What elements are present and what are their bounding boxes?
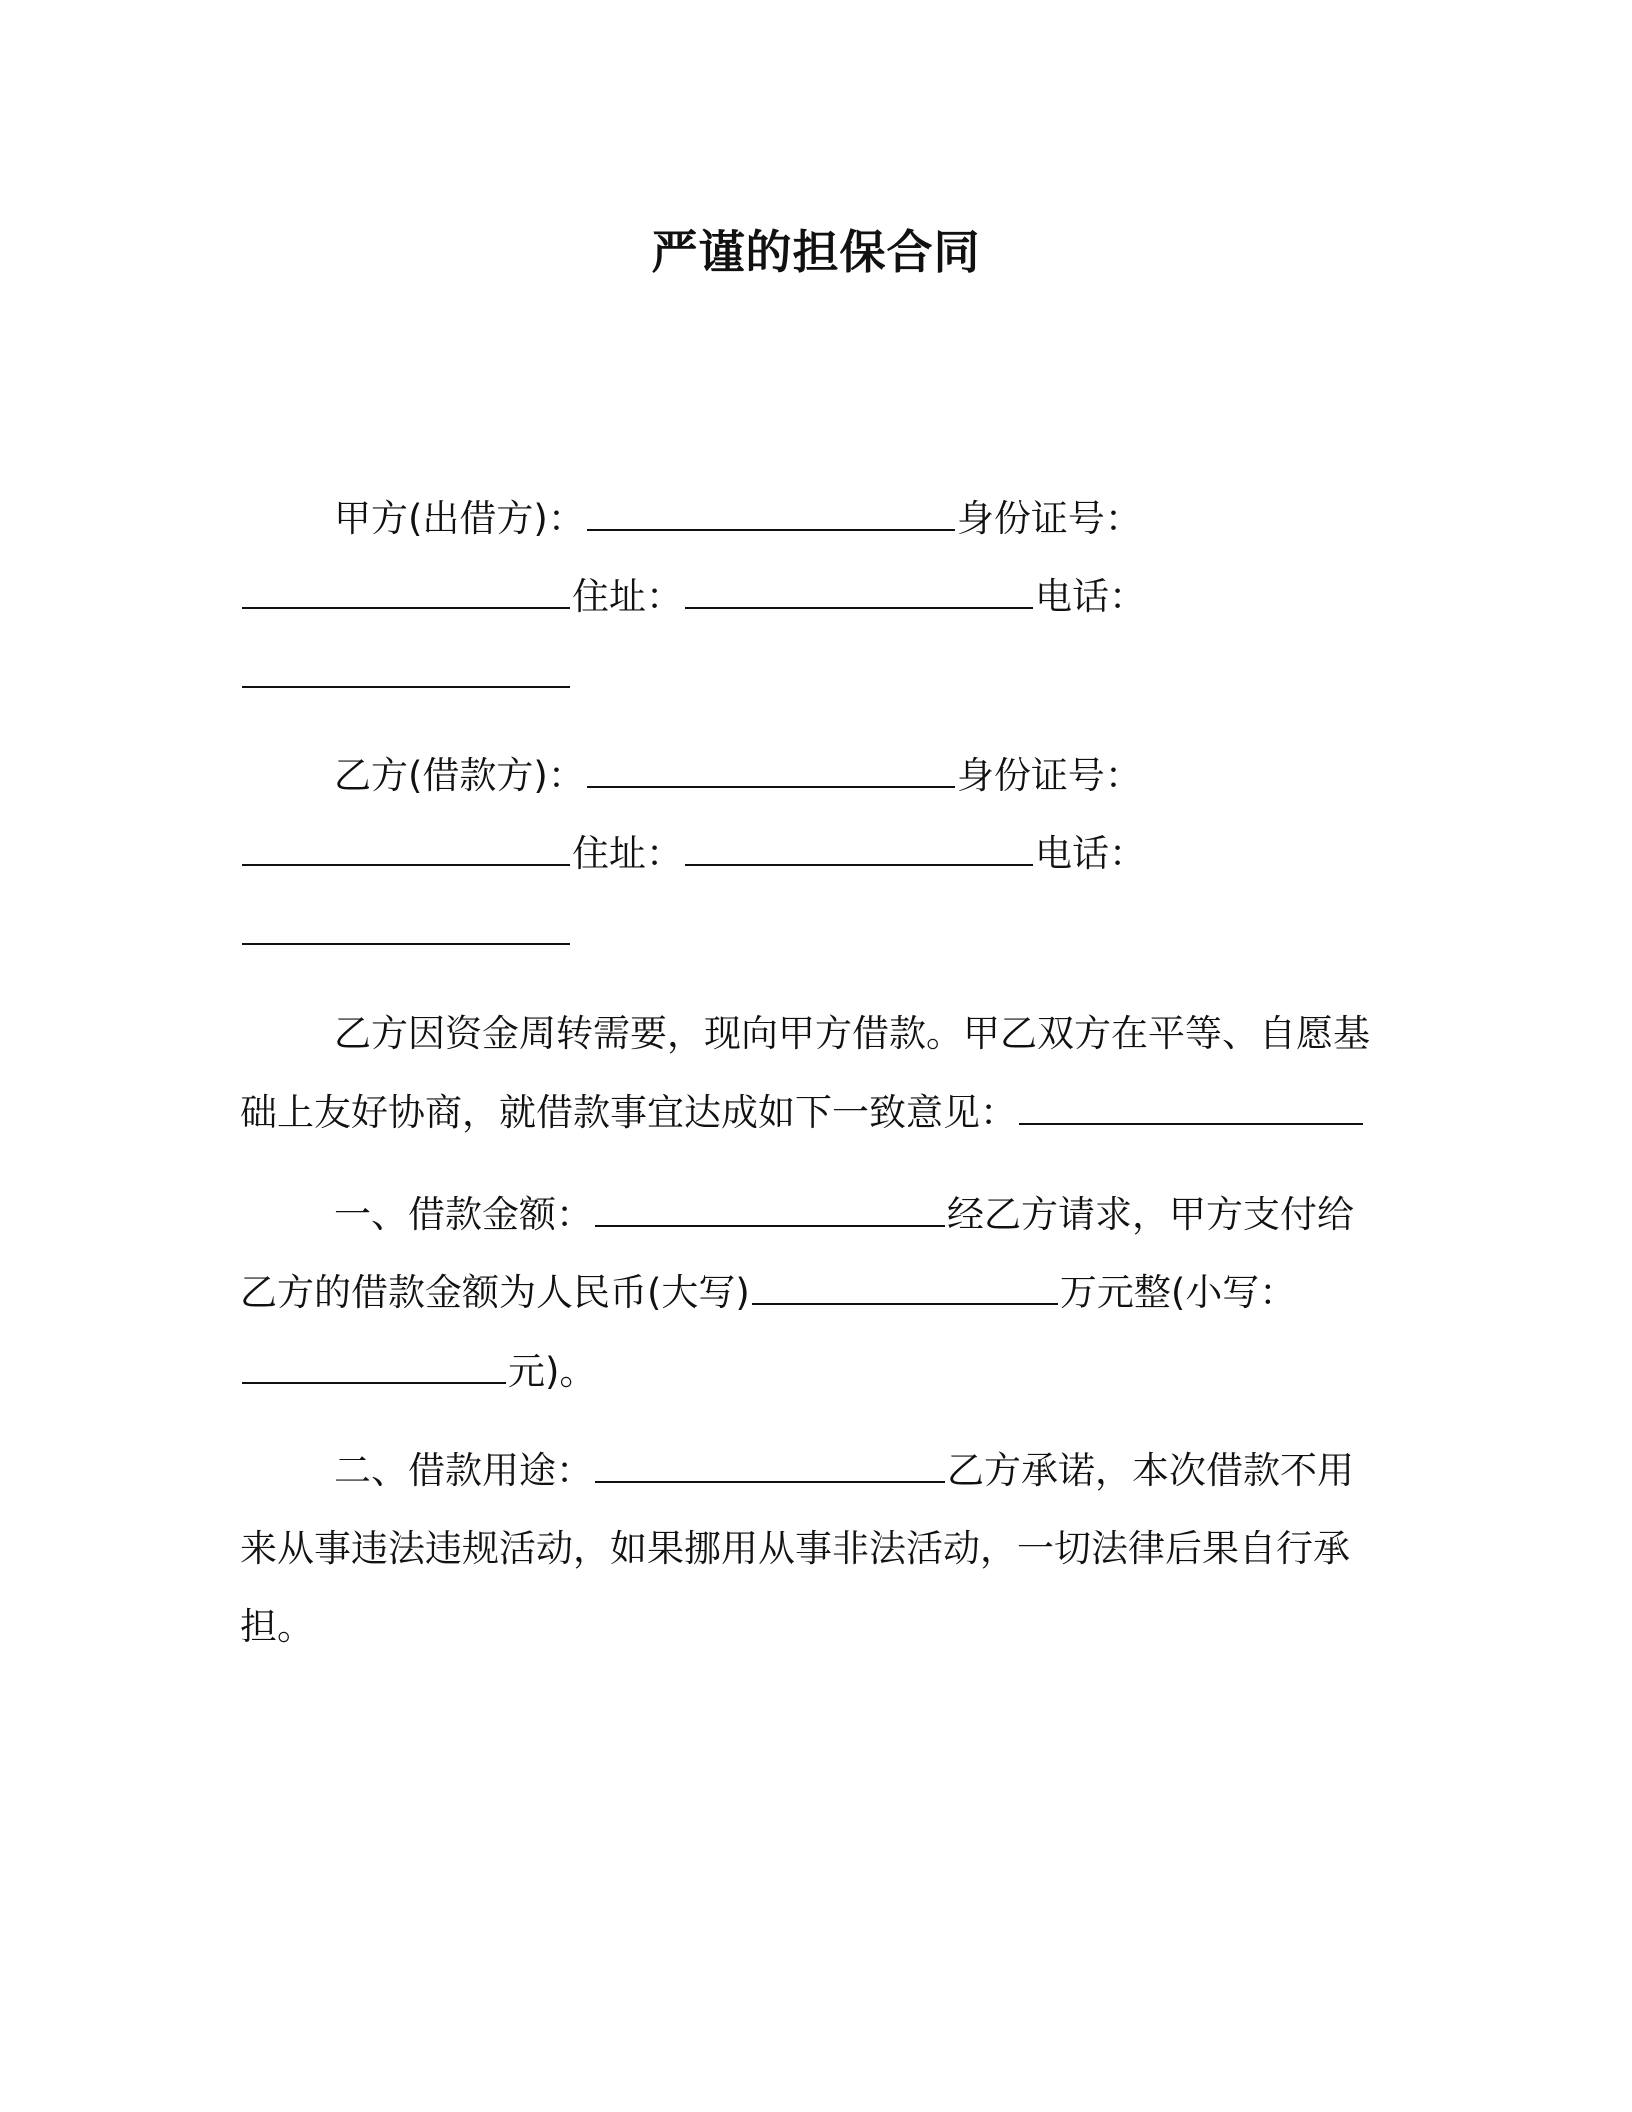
section-1-line-3-tail: 元)。 [508, 1350, 597, 1393]
intro-blank [1019, 1089, 1363, 1125]
intro-line-2 [240, 1088, 1365, 1138]
party-b-address-label: 住址： [572, 832, 683, 875]
section-1-numeric-blank [242, 1348, 506, 1384]
section-1-line-2-head: 乙方的借款金额为人民币(大写) [240, 1271, 750, 1314]
party-a-line-2 [240, 572, 1146, 622]
party-b-address-blank [685, 830, 1033, 866]
section-1-line-1 [334, 1190, 1354, 1240]
party-b-phone-blank [242, 909, 570, 945]
party-b-phone-label: 电话： [1035, 832, 1146, 875]
party-b-id-label: 身份证号： [956, 754, 1142, 797]
section-2-line-1-tail: 乙方承诺，本次借款不用 [947, 1449, 1354, 1492]
party-b-name-blank [587, 752, 955, 788]
section-2-line-1 [334, 1446, 1354, 1496]
intro-line-1: 乙方因资金周转需要，现向甲方借款。甲乙双方在平等、自愿基 [334, 1012, 1370, 1055]
party-a-address-label: 住址： [572, 575, 683, 618]
section-1-line-2 [240, 1268, 1296, 1318]
section-1-label: 一、借款金额： [334, 1193, 593, 1236]
party-b-line-3 [240, 908, 572, 958]
party-b-line-1 [334, 751, 1142, 801]
party-a-line-1 [334, 494, 1142, 544]
section-1-line-3 [240, 1347, 596, 1397]
section-2-line-3: 担。 [240, 1605, 314, 1648]
intro-line-2-text: 础上友好协商，就借款事宜达成如下一致意见： [240, 1091, 1017, 1134]
section-1-line-2-tail: 万元整(小写： [1059, 1271, 1297, 1314]
party-b-id-blank [242, 830, 570, 866]
party-b-line-2 [240, 829, 1146, 879]
party-b-label: 乙方(借款方)： [334, 754, 585, 797]
section-1-line-1-tail: 经乙方请求，甲方支付给 [947, 1193, 1354, 1236]
party-a-name-blank [587, 495, 955, 531]
section-2-line-2: 来从事违法违规活动，如果挪用从事非法活动，一切法律后果自行承 [240, 1527, 1350, 1570]
document-title: 严谨的担保合同 [651, 225, 981, 279]
section-1-capital-blank [752, 1269, 1058, 1305]
party-a-label: 甲方(出借方)： [334, 497, 585, 540]
party-a-address-blank [685, 573, 1033, 609]
party-a-line-3 [240, 651, 572, 701]
section-1-amount-blank [595, 1191, 945, 1227]
section-2-label: 二、借款用途： [334, 1449, 593, 1492]
party-a-id-label: 身份证号： [956, 497, 1142, 540]
party-a-id-blank [242, 573, 570, 609]
party-a-phone-label: 电话： [1035, 575, 1146, 618]
section-2-purpose-blank [595, 1447, 945, 1483]
party-a-phone-blank [242, 652, 570, 688]
